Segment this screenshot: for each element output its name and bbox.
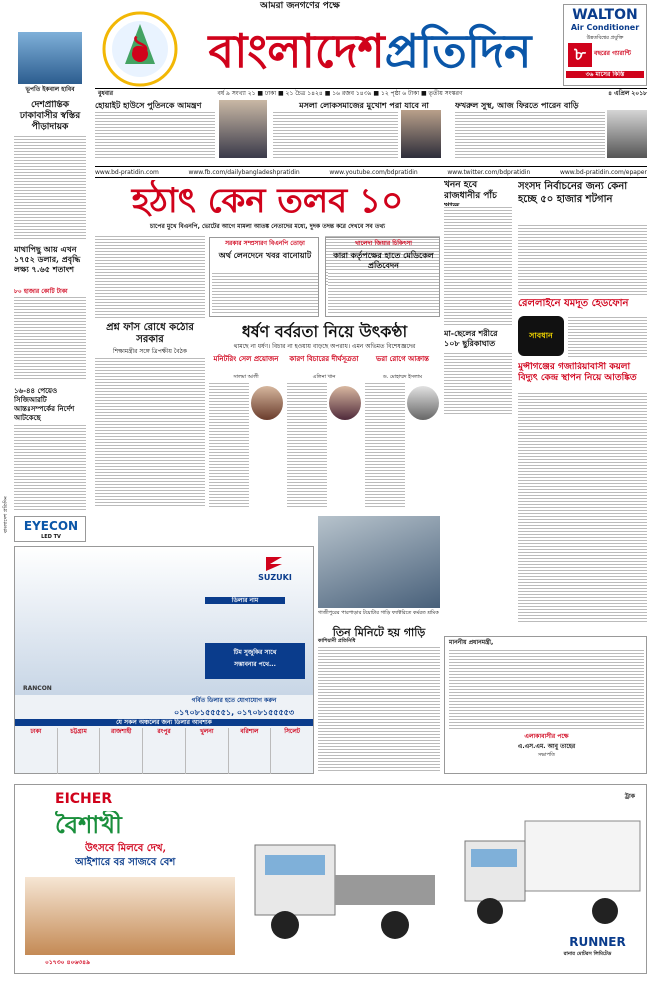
left-story1-body	[14, 296, 86, 381]
story-mask-body	[273, 111, 398, 159]
issue-line: বর্ষ ৯ সংখ্যা ২১ ■ ঢাকা ■ ২১ চৈত্র ১৪২৪ ■ ১৬ রজব ১৪৩৯ ■ ১২ পৃষ্ঠা ৬ টাকা ■ তৃতীয় সংস্করণ	[217, 90, 463, 97]
op3-body	[365, 382, 405, 507]
eicher-truck-1-icon	[245, 825, 445, 945]
lead-story	[95, 180, 440, 320]
left-story2-title[interactable]: ১৬-৪৪ পেয়েও সিজিআরটি আন্তঃসম্পর্কের নির্দেশ আটকেছে	[14, 386, 75, 422]
masthead-title	[180, 18, 560, 84]
region-7: সিলেট	[284, 728, 301, 735]
top-row	[95, 100, 647, 162]
columnist-photo	[18, 32, 82, 84]
region-3: রাজশাহী	[100, 728, 143, 774]
op3-title: ভরা রোগে আক্রান্ত	[376, 354, 429, 363]
left-column	[14, 244, 86, 514]
eicher-truck-2	[455, 811, 645, 931]
right-story5-body	[518, 392, 647, 624]
putin-photo	[219, 100, 267, 158]
right-story2-body	[518, 224, 647, 296]
notice-box	[444, 636, 647, 774]
op1-name: সালমা আলী	[233, 374, 259, 380]
notice-head1: এলাকাবাসীর পক্ষে	[524, 733, 569, 740]
eyecon-sub: LED TV	[41, 534, 61, 540]
issue-bar-top-rule	[95, 88, 647, 89]
exam-sub: শিক্ষামন্ত্রীর সঙ্গে ত্রিপক্ষীয় বৈঠক	[113, 348, 187, 355]
story-putin-body	[95, 111, 215, 159]
region-4: রংপুর	[143, 728, 186, 774]
region-2: চট্টগ্রাম	[58, 728, 101, 774]
region-1: ঢাকা	[15, 728, 58, 774]
exam-body	[95, 357, 205, 507]
caution-badge	[518, 316, 564, 356]
walton-line2: বছরের গ্যারান্টি	[594, 50, 631, 57]
left-story2-body	[14, 424, 86, 512]
right-column	[444, 180, 647, 630]
suzuki-phones[interactable]: ০১৭০৮১৫৫৫৫১, ০১৭০৮১৫৫৫৫৩	[173, 708, 295, 717]
factory-photo	[318, 516, 440, 608]
eicher-brand: EICHER	[55, 791, 113, 807]
title-part2: প্রতিদিন	[384, 24, 532, 78]
social-bar	[95, 166, 647, 178]
op1-body	[209, 382, 249, 507]
cars-title[interactable]: তিন মিনিটে হয় গাড়ি	[332, 626, 426, 639]
notice-body	[449, 649, 644, 729]
walton-ad[interactable]	[563, 4, 647, 86]
lead-box-1-title: সরকার সম্প্রসারণ বিএনপি তোড়া	[225, 240, 305, 247]
minister-photo	[401, 110, 441, 158]
lead-headline[interactable]: হঠাৎ কেন তলব ১০	[131, 181, 404, 221]
issue-date: ৪ এপ্রিল ২০১৮	[608, 90, 647, 97]
suzuki-logo-icon	[264, 555, 284, 573]
facebook-link[interactable]: www.fb.com/dailybangladeshpratidin	[188, 168, 300, 176]
op2-name: এলিনা খান	[312, 374, 336, 380]
op3-name: ড. মোহাম্মদ ইসলাম	[383, 374, 422, 380]
op1-title: মনিটরিং সেল প্রয়োজন	[213, 354, 279, 363]
lead-body-left	[95, 235, 205, 320]
title-part1: বাংলাদেশ	[208, 24, 385, 78]
exam-title[interactable]: প্রশ্ন ফাঁস রোধে কঠোর সরকার	[106, 322, 194, 345]
eyecon-ad[interactable]	[14, 516, 86, 542]
lead-box-1[interactable]	[209, 237, 319, 317]
middle-section	[95, 322, 440, 512]
notice-head2: সভাপতি	[537, 752, 556, 758]
lead-box-2-title: অর্থ লেনদেনে খবর বানোয়াট	[218, 250, 312, 260]
notice-title: মাননীয় প্রধানমন্ত্রী,	[449, 639, 494, 646]
runner-brand: RUNNER	[569, 935, 626, 949]
eicher-slogan3: আইশারে বর সাজবে বেশ	[75, 857, 176, 868]
suzuki-tagline1: টিম সুজুকির সাথে	[233, 649, 277, 656]
op2-title: কারণ বিচারের দীর্ঘসূত্রতা	[289, 354, 359, 363]
op3-photo	[407, 386, 439, 420]
walton-brand: WALTON	[572, 7, 638, 23]
eicher-slogan1: বৈশাখী	[55, 811, 122, 839]
lead-box-3-body	[328, 272, 439, 314]
right-story3-body	[568, 316, 647, 358]
suzuki-brand	[240, 555, 310, 582]
lead-box-3-title: খালেদা জিয়ার চিকিৎসা	[354, 240, 413, 247]
profile-headline: দেশপ্রান্তিক ঢাকাবাসীর স্বস্তির পীড়াদায়ক	[19, 100, 81, 132]
eicher-truck-1	[245, 825, 445, 945]
eicher-truck-label: ট্রাক	[624, 793, 635, 800]
suzuki-tagline2: সম্ভাবনার পথে...	[234, 661, 276, 668]
youtube-link[interactable]: www.youtube.com/bdpratidin	[329, 168, 418, 176]
eicher-truck-2-icon	[455, 811, 645, 931]
region-5: খুলনা	[186, 728, 229, 774]
walton-num: ৮	[568, 43, 592, 67]
columnist-name: ভূপতি ইকবাল হাবিব	[25, 86, 75, 93]
right-story1-body	[444, 206, 512, 326]
walton-line1: উন্নতবিশ্বের প্রযুক্তি	[586, 35, 624, 41]
right-story3-title[interactable]: রেললাইনে যমদূত হেডফোন	[518, 298, 629, 309]
factory-section	[318, 516, 440, 774]
left-story1-sub: ৮০ হাজার কোটি টাকা	[14, 288, 68, 295]
right-story5-title[interactable]: মুন্সীগঞ্জের গজারিয়াবাসী কয়লা বিদ্যুৎ কেন্দ্র স্থাপন নিয়ে আতঙ্কিত	[518, 362, 637, 383]
right-story4-title[interactable]: মা-ছেলের শরীরে ১০৮ ছুরিকাঘাত	[444, 328, 498, 348]
cars-body	[318, 646, 440, 772]
logo-year: ৯	[130, 29, 150, 62]
vertical-label	[1, 395, 11, 595]
walton-line3: ৩৬ মাসের কিস্তি	[566, 71, 644, 78]
suzuki-dealer-label: ডিলার নাম	[205, 597, 285, 604]
story-fakhrul-body	[455, 111, 605, 159]
web-link[interactable]: www.bd-pratidin.com	[95, 168, 159, 176]
runner-sub: রানার মোটরস লিমিটেড	[563, 951, 612, 957]
suzuki-regions	[15, 728, 313, 774]
suzuki-tagline-box	[205, 643, 305, 679]
factory-caption: গাজীপুরের পারপাড়ার টয়োটার গাড়ি ফ্যাক্টরিতে কর্মরত শ্রমিক	[318, 610, 439, 616]
story-fakhrul-title[interactable]: ফখরুল সুস্থ, আজ ফিরতে পারেন বাড়ি	[455, 100, 579, 110]
fakhrul-photo	[607, 110, 647, 158]
right-story2-title[interactable]: সংসদ নির্বাচনের জন্য কেনা হচ্ছে ৫০ হাজার শটগান	[518, 181, 628, 205]
op2-photo	[329, 386, 361, 420]
profile-body	[14, 135, 86, 240]
anniversary-logo	[95, 4, 185, 90]
eyecon-brand: EYECON	[23, 519, 79, 533]
lead-subhead: চাপের মুখে বিএনপি, ভোটের আগে মামলা আতঙ্ক নেতাদের মধ্যে, দুদক তদন্ত করে দেখবে সব তথ্য	[150, 223, 385, 230]
lead-box-4-title: কারা কর্তৃপক্ষের হাতে মেডিকেল প্রতিবেদন	[333, 250, 434, 270]
masthead	[0, 0, 650, 95]
issue-day: বুধবার	[98, 90, 114, 97]
story-putin-title[interactable]: হোয়াইট হাউসে পুতিনকে আমন্ত্রণ	[95, 100, 202, 110]
epaper-link[interactable]: www.bd-pratidin.com/epaper	[559, 168, 647, 176]
notice-sig: এ.এস.এম. আবু তাহের	[517, 743, 576, 750]
left-story1-title[interactable]: মাথাপিছু আয় এখন ১৭৫২ ডলার, প্রবৃদ্ধি লক্ষ্য ৭.৬৫ শতাংশ	[14, 244, 81, 274]
story-mask-title[interactable]: মসলা লোকসমাজের মুখোশ পরা যাবে না	[299, 100, 429, 110]
walton-product: Air Conditioner	[570, 23, 640, 32]
eicher-hotline[interactable]: ০১৭৩০ ৪০৬৩৪৯	[45, 959, 90, 966]
twitter-link[interactable]: www.twitter.com/bdpratidin	[447, 168, 531, 176]
rape-title[interactable]: ধর্ষণ বর্বরতা নিয়ে উৎকণ্ঠা	[241, 322, 408, 341]
region-6: বরিশাল	[229, 728, 272, 774]
op1-photo	[251, 386, 283, 420]
suzuki-contact: গর্বিত ডিলার হতে যোগাযোগ করুন	[191, 697, 277, 704]
vertical-label-text: বাংলাদেশ প্রতিদিন	[3, 496, 9, 533]
tagline: আমরা জনগণের পক্ষে	[260, 1, 340, 11]
lead-box-3[interactable]	[325, 237, 440, 317]
lead-box-1-body	[212, 272, 318, 314]
op2-body	[287, 382, 327, 507]
right-story1-title[interactable]: খনন হবে রাজধানীর পাঁচ	[444, 180, 497, 201]
suzuki-brand-text: SUZUKI	[258, 573, 292, 582]
caution-badge-text: সাবধান	[529, 330, 553, 340]
rape-sub: থামছে না ধর্ষণ। বিচার না হওয়ায় বাড়ছে অপরাধ। এমন অভিমত বিশেষজ্ঞদের	[233, 343, 416, 350]
right-story4-body	[444, 352, 512, 414]
eicher-slogan2: উৎসবে মিলবে দেখ,	[85, 843, 167, 854]
suzuki-ad[interactable]	[14, 546, 314, 774]
cars-place: কাশিয়ানী প্রতিনিধি	[318, 638, 356, 644]
suzuki-partner: RANCON	[23, 685, 52, 692]
eicher-ad[interactable]	[14, 784, 647, 974]
suzuki-footer: যে সকল অঞ্চলের জন্য ডিলার আবশ্যক	[15, 719, 313, 726]
eicher-gift-items	[25, 877, 235, 955]
